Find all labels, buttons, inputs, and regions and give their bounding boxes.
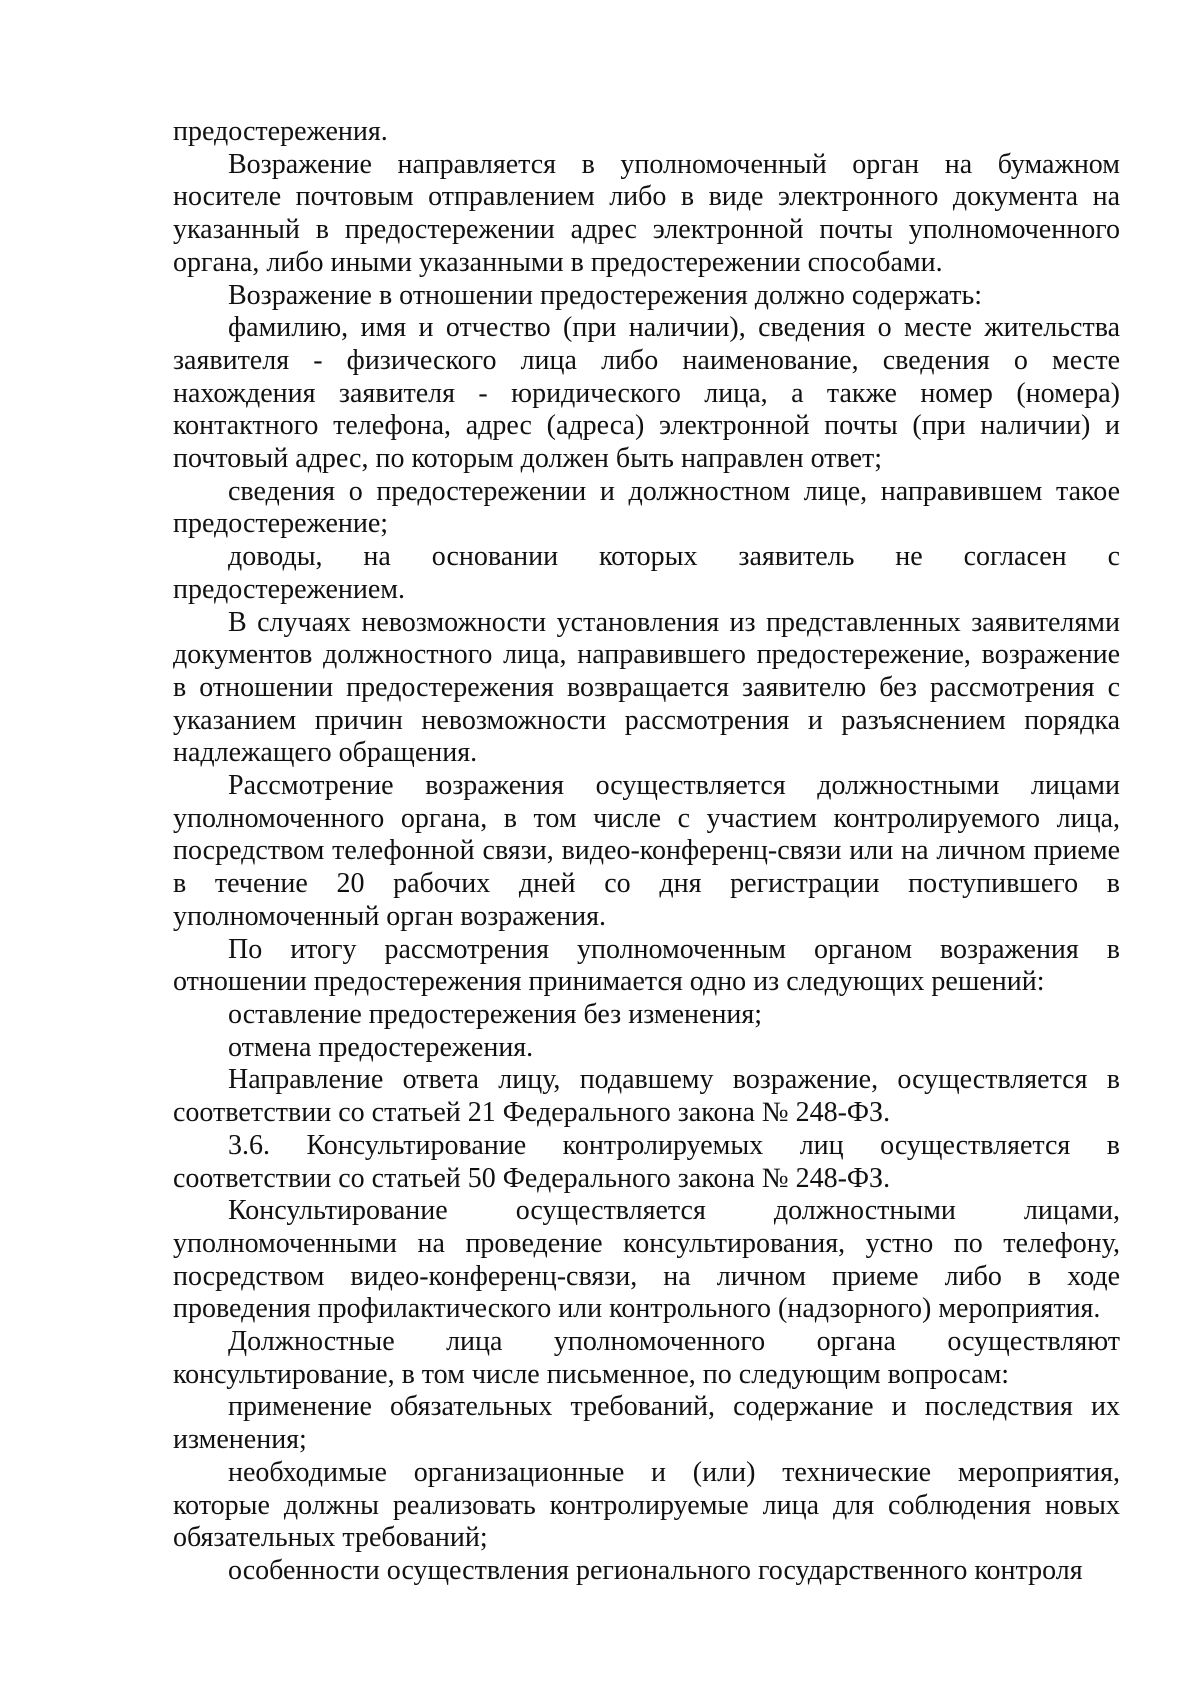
paragraph-outcome-keep: оставление предостережения без изменения; — [228, 998, 763, 1030]
paragraph-consulting-topics: Должностные лица уполномоченного органа осуществляют консультирование, в том числе письменное, по следующим вопросам: — [173, 1326, 1120, 1390]
paragraph-return-without-review: В случаях невозможности установления из представленных заявителями документов должностного лица, направившего предостережение, возражение в отношении предостережения возвращается заявителю без рассмотрения с указанием причин невозможности рассмотрения и разъяснением порядка надлежащего обращения. — [173, 606, 1120, 769]
paragraph-response-direction: Направление ответа лицу, подавшему возражение, осуществляется в соответствии со статьей 21 Федерального закона № 248-ФЗ. — [173, 1064, 1120, 1129]
paragraph-consulting-methods: Консультирование осуществляется должностными лицами, уполномоченными на проведение консультирования, устно по телефону, посредством видео-конференц-связи, на личном приеме либо в ходе проведения профилактического или контрольного (надзорного) мероприятия. — [173, 1195, 1120, 1325]
paragraph-objection-review: Рассмотрение возражения осуществляется должностными лицами уполномоченного органа, в том числе с участием контролируемого лица, посредством телефонной связи, видео-конференц-связи или на личном приеме в течение 20 рабочих дней со дня регистрации поступившего в уполномоченный орган возражения. — [173, 770, 1120, 932]
paragraph-warning-details: сведения о предостережении и должностном лице, направившем такое предостережение; — [173, 475, 1120, 540]
paragraph-review-outcome: По итогу рассмотрения уполномоченным органом возражения в отношении предостережения принимается одно из следующих решений: — [173, 933, 1120, 998]
paragraph-consulting-section: 3.6. Консультирование контролируемых лиц осуществляется в соответствии со статьей 50 Федерального закона № 248-ФЗ. — [173, 1129, 1120, 1194]
paragraph-applicant-details: фамилию, имя и отчество (при наличии), сведения о месте жительства заявителя - физического лица либо наименование, сведения о месте нахождения заявителя - юридического лица, а также номер (номера) контактного телефона, адрес (адреса) электронной почты (при наличии) и почтовый адрес, по которым должен быть направлен ответ; — [173, 312, 1120, 475]
paragraph-continuation: предостережения. — [173, 116, 388, 147]
paragraph-objection-contents: Возражение в отношении предостережения должно содержать: — [228, 279, 983, 311]
paragraph-arguments: доводы, на основании которых заявитель не согласен с предостережением. — [173, 541, 1120, 605]
paragraph-topic-control-features: особенности осуществления регионального государственного контроля — [228, 1554, 1083, 1586]
document-body — [173, 116, 1120, 1588]
paragraph-topic-measures: необходимые организационные и (или) технические мероприятия, которые должны реализовать контролируемые лица для соблюдения новых обязательных требований; — [173, 1456, 1120, 1554]
paragraph-objection-submission: Возражение направляется в уполномоченный орган на бумажном носителе почтовым отправлением либо в виде электронного документа на указанный в предостережении адрес электронной почты уполномоченного органа, либо иными указанными в предостережении способами. — [173, 148, 1120, 278]
paragraph-outcome-cancel: отмена предостережения. — [228, 1031, 534, 1063]
paragraph-topic-requirements: применение обязательных требований, содержание и последствия их изменения; — [173, 1391, 1120, 1456]
